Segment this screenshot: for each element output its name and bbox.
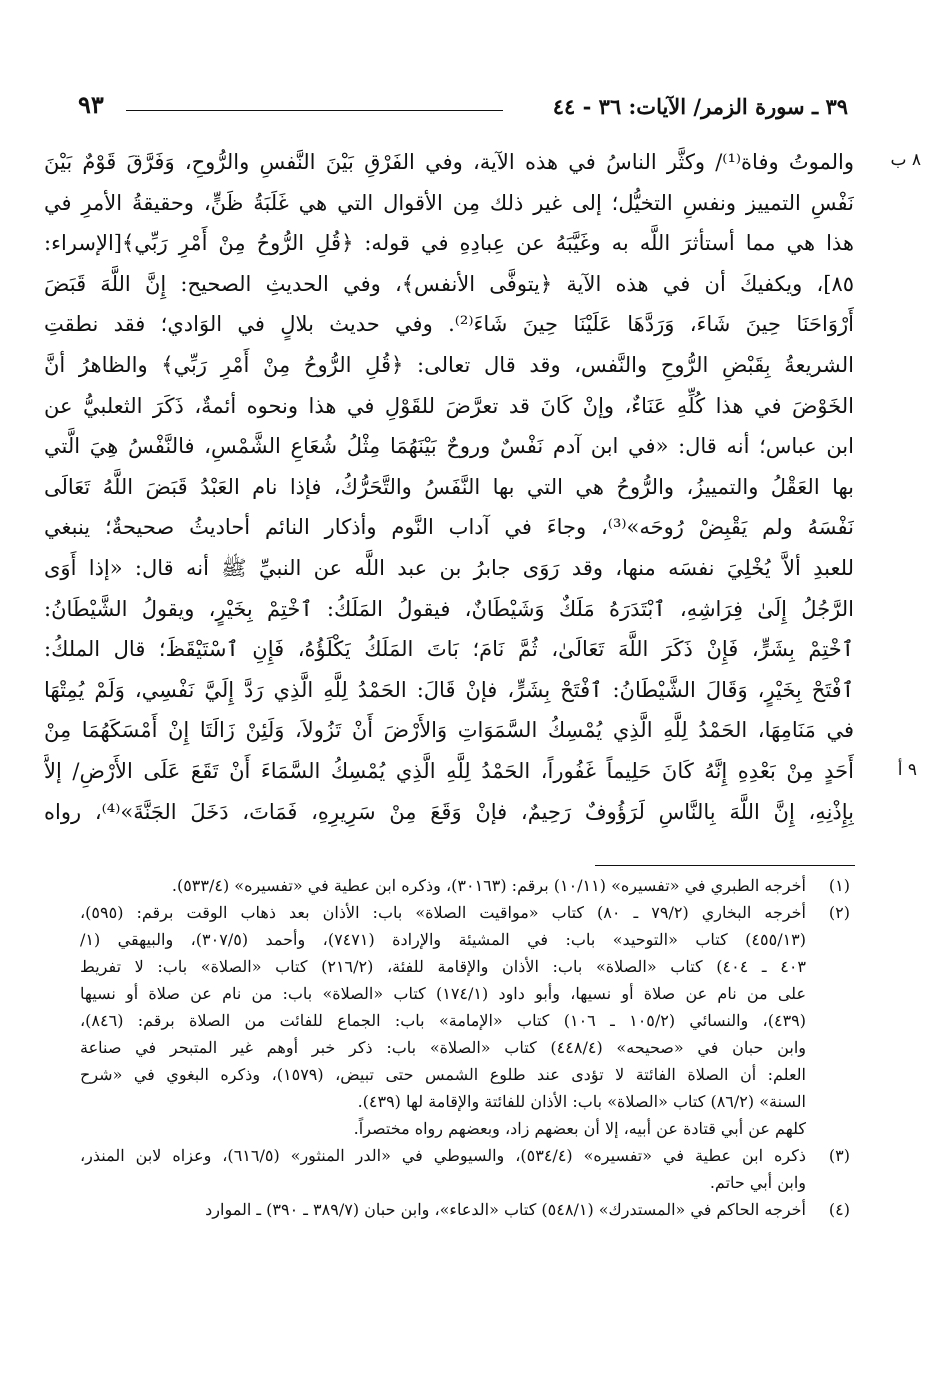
body-line: والموتُ وفاة⁽¹⁾/ وكثَّر الناسُ في هذه الآية، وفي الفَرْقِ بَيْنَ النَّفسِ والرُّوحِ، وَفَرَّقَ قَوْمٌ بَيْنَ bbox=[44, 150, 854, 174]
footnote-line: العلم: أن الصلاة الفائتة لا تؤدى عند طلوع الشمس حتى تبيض، (١٥٧٩)، وذكره البغوي في «شرح bbox=[80, 1065, 806, 1084]
header-rule bbox=[126, 110, 503, 111]
page-number: ٩٣ bbox=[78, 90, 104, 119]
body-line: في مَنَامِهَا، الحَمْدُ لِلَّهِ الَّذِي يُمْسِكُ السَّمَوَاتِ وَالأَرْضَ أَنْ تَزُولاَ، وَلَئِنْ زَالَتَا إِنْ أَمْسَكَهُمَا مِنْ bbox=[44, 718, 854, 743]
margin-note-folio-9a: ٩ أ bbox=[897, 760, 917, 780]
main-text bbox=[44, 142, 854, 832]
body-line: ٱفْتَحْ بِخَيْرٍ، وَقَالَ الشَّيْطَانُ: ٱفْتَحْ بِشَرٍّ، فإنْ قَالَ: الحَمْدُ لِلَّهِ الَّذِي رَدَّ إِلَيَّ نَفْسِي، وَلَمْ يُمِتْهَا bbox=[44, 677, 854, 702]
body-line: أَرْوَاحَنَا حِينَ شَاءَ، وَرَدَّهَا عَلَيْنَا حِينَ شَاءَ⁽²⁾. وفي حديث بلالٍ في الوَادي؛ فقد نطقتِ bbox=[44, 312, 854, 337]
footnote-2 bbox=[80, 899, 850, 1142]
footnote-line: كلهم عن أبي قتادة عن أبيه، إلا أن بعضهم زاد، وبعضهم رواه مختصراً. bbox=[353, 1119, 806, 1138]
body-line: نَفْسَهُ ولم يَقْبِضْ رُوحَه»⁽³⁾، وجاءَ في آداب النَّوم وأذكار النائم أحاديثُ صحيحةٌ؛ ينبغي bbox=[44, 515, 854, 540]
margin-note-folio-8b: ٨ ب bbox=[890, 150, 921, 170]
footnote-4 bbox=[80, 1196, 850, 1223]
footnote-line: أخرجه الحاكم في «المستدرك» (٥٤٨/١) كتاب «الدعاء»، وابن حبان (٣٨٩/٧ ـ ٣٩٠) ـ الموارد bbox=[205, 1200, 806, 1219]
footnote-number: (٣) bbox=[828, 1146, 850, 1165]
running-title: ٣٩ ـ سورة الزمر/ الآيات: ٣٦ - ٤٤ bbox=[552, 94, 848, 119]
footnote-line: وابن حبان في «صحيحه» (٤٤٨/٤) كتاب «الصلاة» باب: ذكر خبر أوهم غير المتبحر في صناعة bbox=[80, 1038, 806, 1057]
footnote-line: (٤٣٩)، والنسائي (١٠٥/٢ ـ ١٠٦) كتاب «الإمامة» باب: الجماع للفائت من الصلاة برقم: (٨٤٦)، bbox=[80, 1011, 806, 1030]
body-line: أَحَدٍ مِنْ بَعْدِهِ إِنَّهُ كَانَ حَلِيماً غَفُوراً، الحَمْدُ لِلَّهِ الَّذِي يُمْسِكُ السَّمَاءَ أَنْ تَقَعَ عَلَى الأَرْضِ/ إلاَّ bbox=[44, 758, 854, 783]
footnote-line: أخرجه الطبري في «تفسيره» (١٠/١١) برقم: (٣٠١٦٣)، وذكره ابن عطية في «تفسيره» (٥٣٣/٤). bbox=[171, 876, 806, 895]
footnote-1 bbox=[80, 872, 850, 899]
body-line: هذا هي مما أستأثرَ اللَّه به وغَيَّبَهُ عن عِبادِهِ في قوله: ﴿قُلِ الرُّوحُ مِنْ أَمْرِ رَبِّي﴾[الإسراء: bbox=[44, 231, 854, 256]
body-line: ابن عباس؛ أنه قال: «في ابن آدم نَفْسٌ وروحٌ بَيْنَهُمَا مِثْلُ شُعَاعِ الشَّمْسِ، فالنَّفْسُ هِيَ الَّتي bbox=[44, 434, 854, 459]
footnote-text bbox=[80, 899, 806, 1142]
footnote-text bbox=[80, 872, 806, 899]
body-line: ٨٥]، ويكفيكَ أن في هذه الآية ﴿يتوفَّى الأنفس﴾، وفي الحديثِ الصحيح: إِنَّ اللَّهَ قَبَضَ bbox=[44, 271, 854, 296]
footnote-text bbox=[80, 1196, 806, 1223]
footnote-text bbox=[80, 1142, 806, 1196]
body-line: الرَّجُلُ إِلَىٰ فِرَاشِهِ، ٱبْتَدَرَهُ مَلَكٌ وَشَيْطَانٌ، فيقولُ المَلَكُ: ٱخْتِمْ بِخَيْرٍ، ويقولُ الشَّيْطَانُ: bbox=[44, 596, 854, 621]
body-line: الخَوْضَ في هذا كُلِّهِ عَنَاءٌ، وإنْ كَانَ قد تعرَّضَ للقَوْلِ في هذا ونحوه أئمةٌ، ذَكَرَ الثعلبيُّ عن bbox=[44, 393, 854, 418]
footnote-line: ٤٠٣ ـ ٤٠٤) كتاب «الصلاة» باب: الأذان والإقامة للفئة، (٢١٦/٢) كتاب «الصلاة» باب: لا تفريط bbox=[80, 957, 806, 976]
body-line: نَفْسِ التمييز ونفسِ التخيُّل؛ إلى غير ذلك مِن الأقوال التي هي غَلَبَةُ ظَنٍّ، وحقيقةُ الأمرِ في bbox=[44, 190, 854, 215]
footnote-line: ذكره ابن عطية في «تفسيره» (٥٣٤/٤)، والسيوطي في «الدر المنثور» (٦١٦/٥)، وعزاه لابن المنذر، bbox=[80, 1146, 806, 1165]
footnote-line: (٤٥٥/١٣) كتاب «التوحيد» باب: في المشيئة والإرادة (٧٤٧١)، وأحمد (٣٠٧/٥)، والبيهقي (١/ bbox=[80, 930, 806, 949]
footnote-number: (١) bbox=[828, 876, 850, 895]
footnote-line: أخرجه البخاري (٧٩/٢ ـ ٨٠) كتاب «مواقيت الصلاة» باب: الأذان بعد ذهاب الوقت برقم: (٥٩٥)، bbox=[80, 903, 806, 922]
body-line: ٱخْتِمْ بِشَرٍّ، فَإِنْ ذَكَرَ اللَّهَ تَعَالَىٰ، ثُمَّ نَامَ؛ بَاتَ المَلَكُ يَكْلَؤُهُ، فَإِنِ ٱسْتَيْقَظَ؛ قال الملكُ: bbox=[44, 637, 854, 662]
footnote-line: السنة» (٨٦/٢) كتاب «الصلاة» باب: الأذان للفائتة والإقامة لها (٤٣٩). bbox=[357, 1092, 806, 1111]
body-line: بها العَقْلُ والتمييزُ، والرُّوحُ هي التي بها النَّفَسُ والتَّحَرُّكُ، فإذا نام العَبْدُ قَبَضَ اللَّهُ تَعَالَى bbox=[44, 474, 854, 499]
footnote-line: وابن أبي حاتم. bbox=[709, 1173, 806, 1192]
footnote-number: (٤) bbox=[828, 1200, 850, 1219]
footnote-3 bbox=[80, 1142, 850, 1196]
footnote-separator bbox=[595, 865, 855, 866]
body-line: الشريعةُ بِقَبْضِ الرُّوحِ والنَّفس، وقد قال تعالى: ﴿قُلِ الرُّوحُ مِنْ أَمْرِ رَبِّي﴾ والظاهرُ أنَّ bbox=[44, 352, 854, 377]
body-line: بِإِذْنِهِ، إِنَّ اللَّهَ بِالنَّاسِ لَرَؤُوفٌ رَحِيمٌ، فإنْ وَقَعَ مِنْ سَرِيرِهِ، فَمَاتَ، دَخَلَ الجَنَّةَ»⁽⁴⁾، رواه bbox=[44, 799, 854, 824]
footnote-number: (٢) bbox=[828, 903, 850, 922]
body-line: للعبدِ ألاَّ يُخْلِيَ نفسَه منها، وقد رَوَى جابرُ بن عبد اللَّه عن النبيِّ ﷺ أنه قال: «إذا أَوَى bbox=[44, 555, 854, 580]
footnotes bbox=[80, 872, 850, 1223]
footnote-line: على من نام عن صلاة أو نسيها، وأبو داود (١٧٤/١) كتاب «الصلاة» باب: من نام عن صلاة أو نسيها bbox=[80, 984, 806, 1003]
page-header bbox=[78, 88, 848, 128]
